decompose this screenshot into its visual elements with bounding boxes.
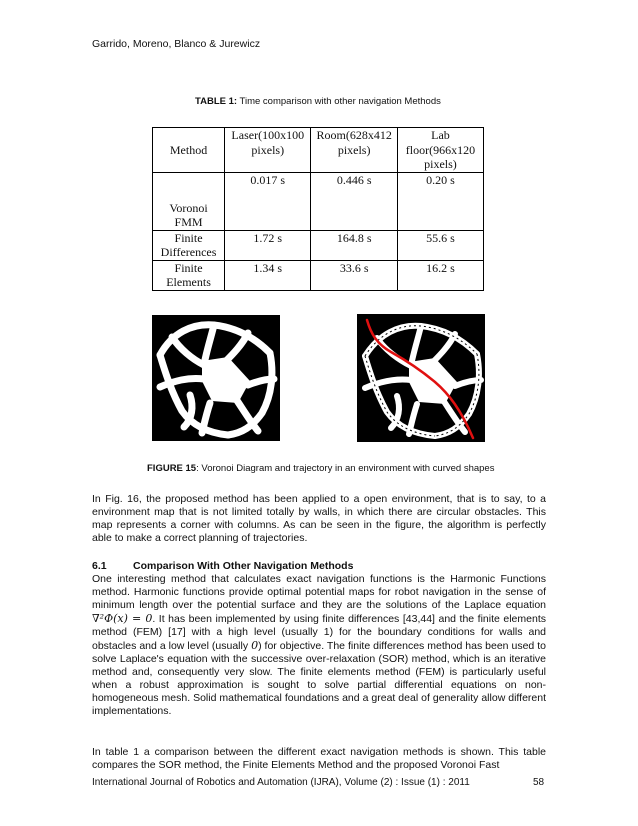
- table-caption-text: Time comparison with other navigation Methods: [237, 96, 441, 107]
- cell-laser: 0.017 s: [225, 172, 311, 230]
- figure-caption-label: FIGURE 15: [147, 463, 197, 474]
- cell-room: 164.8 s: [311, 230, 398, 260]
- paragraph: In table 1 a comparison between the different exact navigation methods is shown. This table compares the SOR method, the Finite Elements Method and the proposed Voronoi Fast: [92, 746, 546, 771]
- section-title: Comparison With Other Navigation Methods: [133, 560, 354, 572]
- section-number: 6.1: [92, 560, 107, 572]
- table-header-row: [153, 128, 484, 173]
- objective-level: 0: [251, 639, 259, 652]
- cell-room: 0.446 s: [311, 172, 398, 230]
- comparison-table: [152, 127, 484, 291]
- laplace-equation: ∇²Φ(x) = 0: [92, 612, 153, 625]
- cell-laser: 1.72 s: [225, 230, 311, 260]
- cell-lab: 16.2 s: [397, 260, 483, 290]
- cell-lab: 55.6 s: [397, 230, 483, 260]
- table-row: [153, 230, 484, 260]
- cell-method: Finite Differences: [153, 230, 225, 260]
- running-header: Garrido, Moreno, Blanco & Jurewicz: [92, 38, 261, 50]
- paragraph: In Fig. 16, the proposed method has been applied to a open environment, that is to say, to a environment map that is not limited totally by walls, in which there are circular obstacles. This map represents a corner with columns. As can be seen in the figure, the algorithm is perfectly able to make a correct planning of trajectories.: [92, 493, 546, 544]
- header-lab: Lab floor(966x120 pixels): [397, 128, 483, 173]
- page-number: 58: [533, 777, 545, 788]
- header-laser: Laser(100x100 pixels): [225, 128, 311, 173]
- table-caption: [195, 96, 441, 107]
- voronoi-map-figure: [152, 315, 280, 441]
- cell-lab: 0.20 s: [397, 172, 483, 230]
- trajectory-figure: [357, 314, 485, 442]
- cell-laser: 1.34 s: [225, 260, 311, 290]
- table-row: [153, 260, 484, 290]
- table-caption-label: TABLE 1:: [195, 96, 238, 107]
- section-heading: [92, 560, 353, 572]
- header-room: Room(628x412 pixels): [311, 128, 398, 173]
- footer-journal: International Journal of Robotics and Automation (IJRA), Volume (2) : Issue (1) : 2011: [92, 777, 470, 788]
- paragraph: One interesting method that calculates exact navigation functions is the Harmonic Functions method. Harmonic functions provide optimal potential maps for robot navigation in the sense of minimum length over the potential surface and they are the solutions of the Laplace equation ∇²Φ(x) = 0. It has been implemented by using finite differences [43,44] and the finite elements method (FEM) [17] with a high level (usually 1) for the boundary conditions for walls and obstacles and a low level (usually 0) for objective. The finite differences method has been used to solve Laplace's equation with the successive over-relaxation (SOR) method, which is an iterative method and, consequently very slow. The finite elements method (FEM) is particularly useful when a robust approximation is sought to solve partial differential equations on non-homogeneous mesh. Solid mathematical foundations and a great deal of generality allow different implementations.: [92, 573, 546, 717]
- cell-method: Finite Elements: [153, 260, 225, 290]
- table-row: [153, 172, 484, 230]
- cell-room: 33.6 s: [311, 260, 398, 290]
- figure-caption-text: : Voronoi Diagram and trajectory in an environment with curved shapes: [196, 463, 495, 474]
- header-method: Method: [153, 128, 225, 173]
- figure-caption: [147, 463, 494, 474]
- cell-method: Voronoi FMM: [153, 172, 225, 230]
